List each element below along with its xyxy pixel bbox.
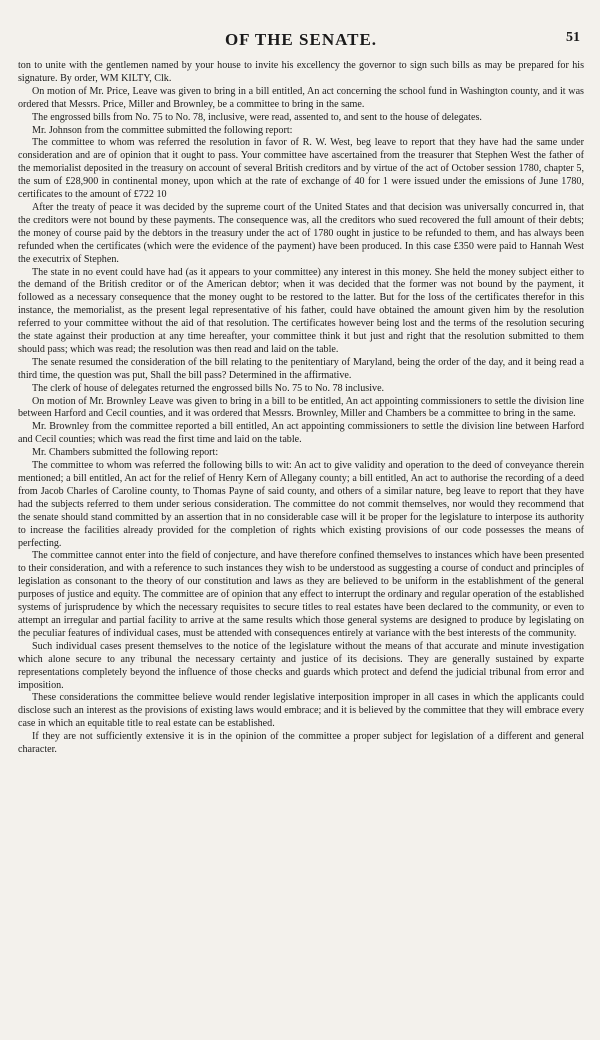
paragraph-6: After the treaty of peace it was decided by the supreme court of the United States and that decision was universally concurred in, that the creditors were not bound by these payments. The consequence was, all the creditors who sued recovered the full amount of their debts; the money of course paid by the debtors in the treasury under the act of 1780 ought in justice to be refunded to them, and has always been refunded when the certificates (which were the evidence of the payment) have been produced. In this case £350 were paid to Hannah West the executrix of Stephen. (18, 201, 584, 265)
paragraph-4: Mr. Johnson from the committee submitted the following report: (32, 124, 293, 136)
page-title: OF THE SENATE. (224, 30, 378, 49)
paragraph-16: These considerations the committee believe would render legislative interposition improper in all cases in which the applicants could disclose such an interest as the provisions of existing laws would embrace; and it is believed by the committee that they will embrace every case in which an equitable title to real estate can be established. (18, 692, 584, 730)
journal-text (18, 60, 584, 757)
paragraph-1: ton to unite with the gentlemen named by your house to invite his excellency the governor to sign such bills as may be prepared for his signature. By order, WM KILTY, Clk. (18, 60, 584, 84)
paragraph-13: The committee to whom was referred the following bills to wit: An act to give validity and operation to the deed of conveyance therein mentioned; a bill entitled, An act for the relief of Henry Kern of Allegany county; a bill entitled, An act to authorise the recording of a deed from Jacob Charles of Caroline county, to Thomas Payne of said county, and others of a similar nature, beg leave to report that they have had the subjects referred to them under serious consideration. The committee do not commit themselves, nor would they recommend that the senate should stand committed by an assertion that in no considerable case will it be proper for the legislature to interpose its authority to increase the facilities already provided for the completion of rights which existing provisions of our code possesses the means of perfecting. (18, 460, 584, 549)
paragraph-12: Mr. Chambers submitted the following report: (32, 447, 219, 459)
paragraph-5: The committee to whom was referred the resolution in favor of R. W. West, beg leave to report that they have had the same under consideration and are of opinion that it ought to pass. Your committee have ascertained from the treasurer that Stephen West the father of the memorialist deposited in the treasury on account of several British creditors and by virtue of the act of October session 1780, chapter 5, the sum of £28,900 in continental money, upon which at the rate of exchange of 40 for 1 were issued under the emissions of June 1780, certificates to the amount of £722 10 (18, 137, 584, 201)
paragraph-15: Such individual cases present themselves to the notice of the legislature without the means of that accurate and minute investigation which alone secure to any tribunal the necessary certainty and justice of its decisions. They are generally sustained by exparte representations completely beyond the influence of those checks and guards which protect and defend the judicial tribunal from error and imposition. (18, 640, 584, 691)
paragraph-3: The engrossed bills from No. 75 to No. 78, inclusive, were read, assented to, and sent to the house of delegates. (32, 111, 482, 123)
clerk-signature: By order, WM KILTY, Clk. (60, 72, 172, 84)
page-number: 51 (566, 30, 580, 45)
paragraph-11: Mr. Brownley from the committee reported a bill entitled, An act appointing commissioners to settle the division line between Harford and Cecil counties; which was read the first time and laid on the table. (18, 421, 584, 446)
paragraph-14: The committee cannot enter into the field of conjecture, and have therefore confined themselves to instances which have been presented to their consideration, and with a reference to such instances they wish to be understood as suggesting a course of conduct and principles of legislation as consonant to the theory of our constitution and laws as they are believed to be uniform in the establishment of the general purposes of justice and equity. The committee are of opinion that any effect to interrupt the ordinary and regular operation of the established systems of jurisprudence by which the necessary requisites to secure titles to real estates have been declared to the community, or even to attempt an irregular and partial facility to arrive at the same results which those general systems are designed to produce by legislating on the peculiar features of individual cases, must be attended with consequences entirely at variance with the best interests of the community. (18, 550, 585, 639)
paragraph-7: The state in no event could have had (as it appears to your committee) any interest in this money. She held the money subject either to the demand of the British creditor or of the American debtor; when it was decided that the former was not bound by the payment, it followed as a necessary consequence that the money ought to be restored to the latter. But for the loss of the certificates therefor in this instance, the memorialist, as the present legal representative of his father, could have obtained the amount given him by the resolution referred to your committee without the aid of that resolution. The certificates however being lost and the terms of the resolution securing the state against their production at any time hereafter, your committee think it but just and right that the resolution submitted to them should pass; which was read; the resolution was then read and laid on the table. (18, 266, 584, 355)
paragraph-10: On motion of Mr. Brownley Leave was given to bring in a bill to be entitled, An act appointing commissioners to settle the division line between Harford and Cecil counties, and it was ordered that Messrs. Brownley, Miller and Chambers be a committee to bring in the same. (18, 395, 584, 420)
paragraph-8: The senate resumed the consideration of the bill relating to the penitentiary of Maryland, being the order of the day, and it being read a third time, the question was put, Shall the bill pass? Determined in the affirmative. (18, 356, 584, 381)
paragraph-2: On motion of Mr. Price, Leave was given to bring in a bill entitled, An act concerning the school fund in Washington county, and it was ordered that Messrs. Price, Miller and Brownley, be a committee to bring in the same. (18, 85, 584, 110)
paragraph-9: The clerk of house of delegates returned the engrossed bills No. 75 to No. 78 inclusive. (32, 382, 385, 394)
paragraph-17: If they are not sufficiently extensive it is in the opinion of the committee a proper subject for legislation of a different and general character. (18, 731, 584, 756)
page-header (18, 30, 584, 52)
